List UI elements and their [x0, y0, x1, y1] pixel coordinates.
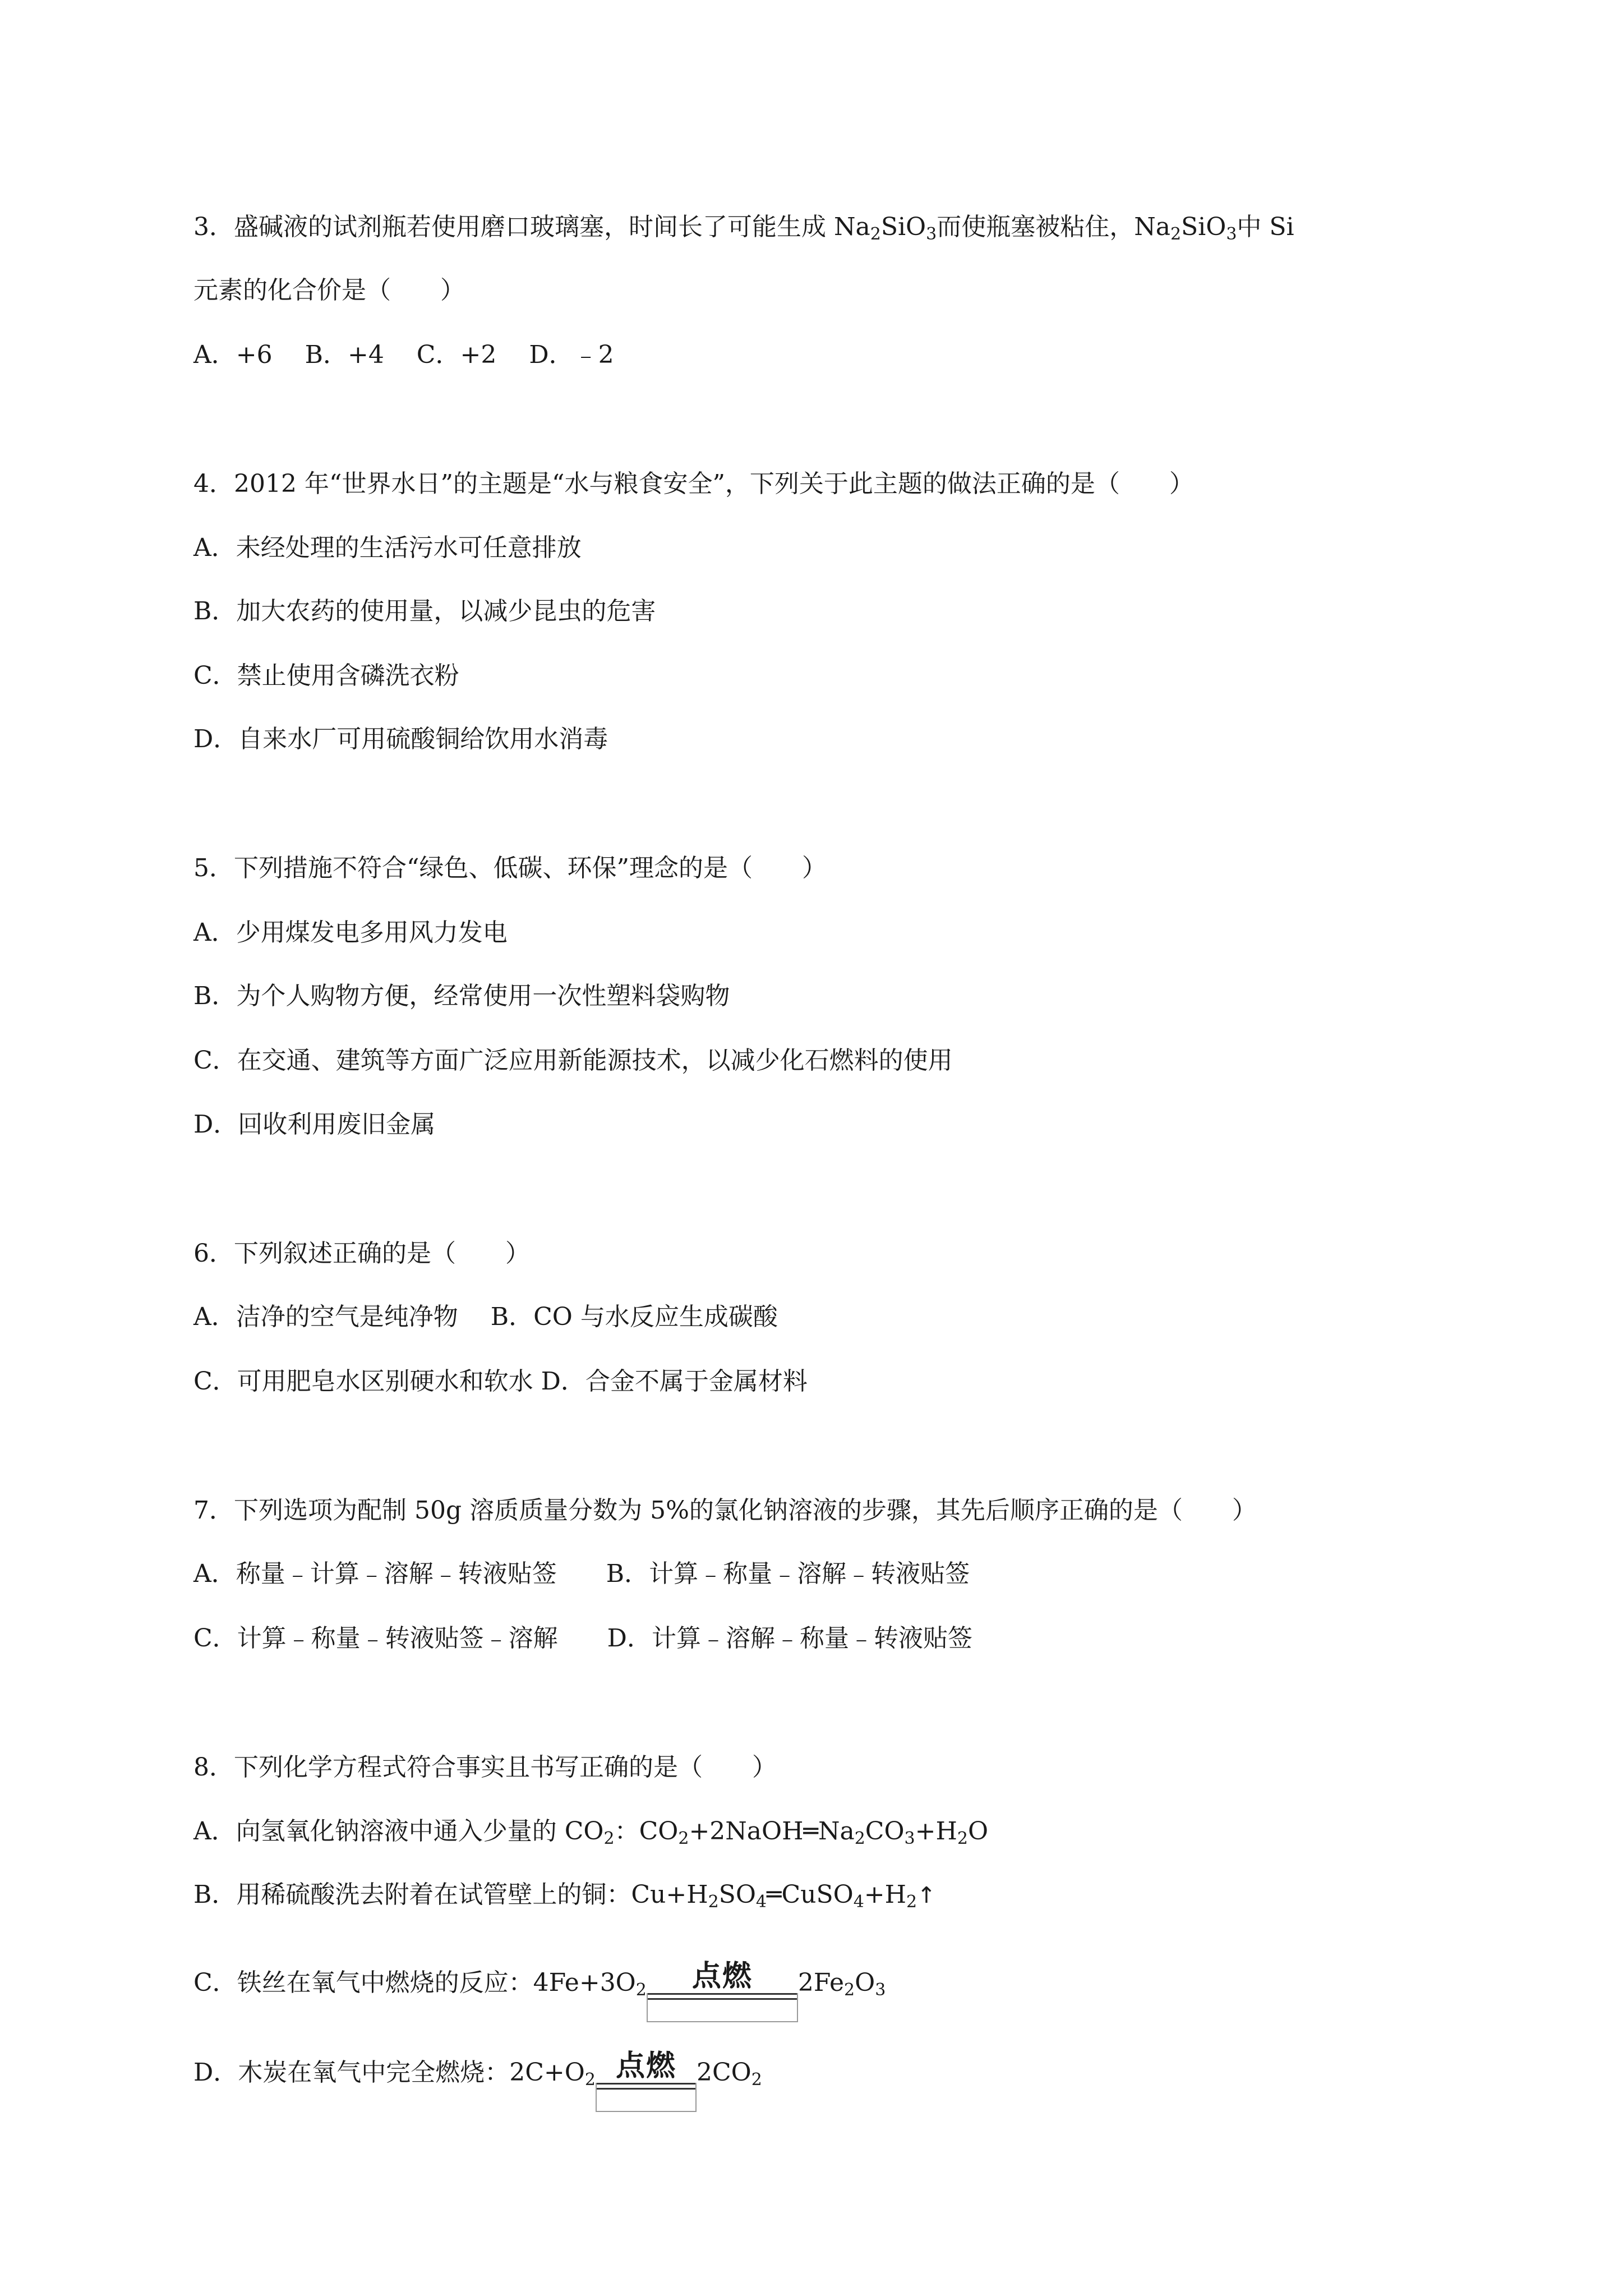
q6-options-ab: A．洁净的空气是纯净物 B．CO 与水反应生成碳酸: [193, 1303, 778, 1331]
q4-stem: 4．2012 年“世界水日”的主题是“水与粮食安全”，下列关于此主题的做法正确的是（ ）: [193, 470, 1194, 498]
q8-option-a: A．向氢氧化钠溶液中通入少量的 $CO_2$：$CO_2+2NaOH═Na_2CO_3+H_2O$: [193, 1817, 989, 1848]
q5-option-b: B．为个人购物方便，经常使用一次性塑料袋购物: [193, 982, 730, 1010]
reaction-condition-c: 点燃: [647, 1959, 798, 2000]
q3-stem-line1: 3．盛碱液的试剂瓶若使用磨口玻璃塞，时间长了可能生成 $Na_2SiO_3$而使瓶塞被粘住，$Na_2SiO_3$中 Si: [193, 213, 1294, 244]
q5-stem: 5．下列措施不符合“绿色、低碳、环保”理念的是（ ）: [193, 854, 827, 882]
q8-stem: 8．下列化学方程式符合事实且书写正确的是（ ）: [193, 1753, 777, 1782]
q7-options-cd: C．计算﹣称量﹣转液贴签﹣溶解 D．计算﹣溶解﹣称量﹣转液贴签: [193, 1624, 972, 1653]
q5-option-d: D．回收利用废旧金属: [193, 1110, 436, 1139]
gas-up-arrow-icon: ↑: [917, 1883, 936, 1908]
q8-option-b: B．用稀硫酸洗去附着在试管壁上的铜：$Cu+H_2SO_4═CuSO_4+H_2↑$: [193, 1878, 936, 1912]
q4-option-b: B．加大农药的使用量，以减少昆虫的危害: [193, 597, 656, 625]
q5-option-a: A．少用煤发电多用风力发电: [193, 918, 508, 947]
condition-box: [647, 1993, 798, 2022]
condition-box: [596, 2083, 697, 2112]
reaction-condition-d: 点燃: [596, 2049, 697, 2090]
q4-option-c: C．禁止使用含磷洗衣粉: [193, 661, 459, 690]
q4-option-a: A．未经处理的生活污水可任意排放: [193, 533, 582, 562]
q6-stem: 6．下列叙述正确的是（ ）: [193, 1239, 530, 1268]
q3-stem-line2: 元素的化合价是（ ）: [193, 276, 465, 305]
q8-option-c: C．铁丝在氧气中燃烧的反应：$4Fe+3O_2$ 点燃 $2Fe_2O_3$: [193, 1932, 886, 2000]
q7-options-ab: A．称量﹣计算﹣溶解﹣转液贴签 B．计算﹣称量﹣溶解﹣转液贴签: [193, 1559, 970, 1588]
q5-option-c: C．在交通、建筑等方面广泛应用新能源技术，以减少化石燃料的使用: [193, 1046, 953, 1075]
q8-option-d: D．木炭在氧气中完全燃烧：$2C+O_2$ 点燃 $2CO_2$: [193, 2022, 762, 2090]
q7-stem: 7．下列选项为配制 50g 溶质质量分数为 5%的氯化钠溶液的步骤，其先后顺序正确的是（ ）: [193, 1496, 1257, 1525]
q6-options-cd: C．可用肥皂水区别硬水和软水 D．合金不属于金属材料: [193, 1367, 808, 1396]
q4-option-d: D．自来水厂可用硫酸铜给饮用水消毒: [193, 725, 608, 753]
q3-options: A．+6 B．+4 C．+2 D．﹣2: [193, 341, 614, 369]
